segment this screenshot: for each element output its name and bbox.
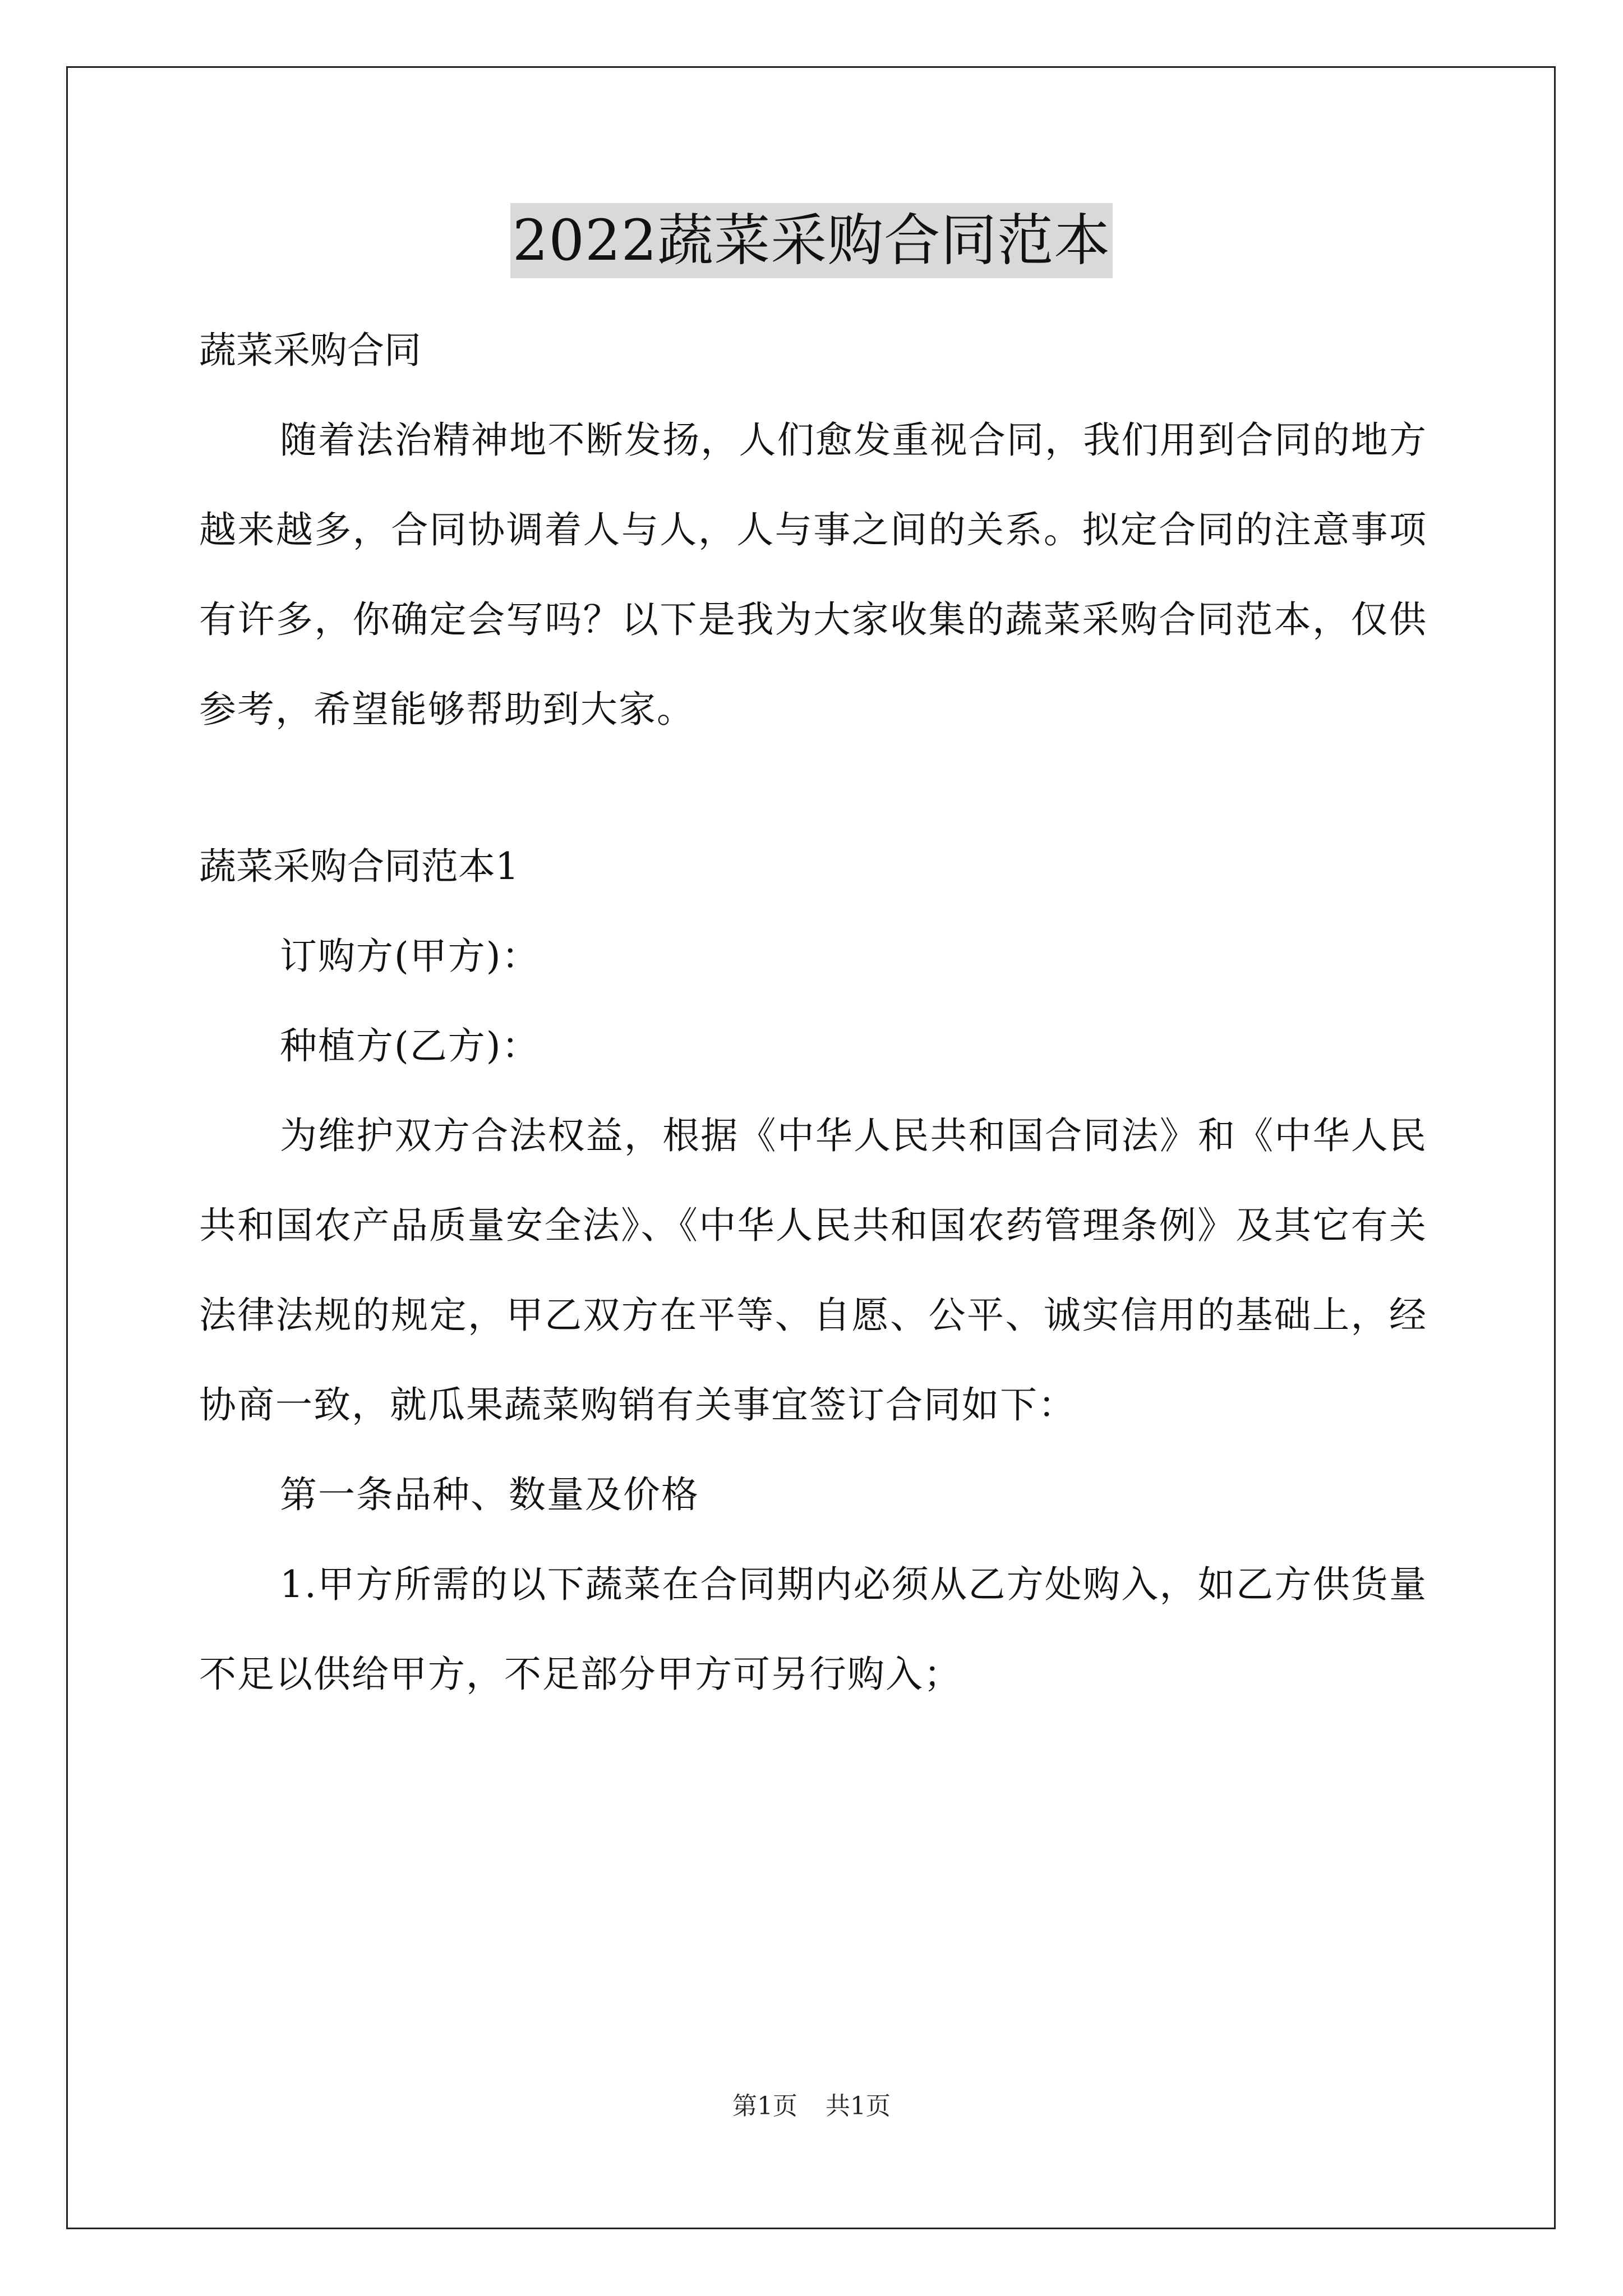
- page-footer: [0, 2090, 1623, 2123]
- preamble-paragraph: 为维护双方合法权益，根据《中华人民共和国合同法》和《中华人民共和国农产品质量安全法》、《中华人民共和国农药管理条例》及其它有关法律法规的规定，甲乙双方在平等、自愿、公平、诚实信用的基础上，经协商一致，就瓜果蔬菜购销有关事宜签订合同如下：: [199, 1114, 1427, 1427]
- template-heading: 蔬菜采购合同范本1: [199, 845, 519, 888]
- party-a-line: 订购方(甲方)：: [280, 935, 540, 978]
- paragraph-gap: [199, 754, 1427, 822]
- clause-1-paragraph: 1.甲方所需的以下蔬菜在合同期内必须从乙方处购入，如乙方供货量不足以供给甲方，不足部分甲方可另行购入；: [199, 1563, 1427, 1696]
- document-title: 2022蔬菜采购合同范本: [510, 203, 1113, 278]
- intro-paragraph: 随着法治精神地不断发扬，人们愈发重视合同，我们用到合同的地方越来越多，合同协调着人与人，人与事之间的关系。拟定合同的注意事项有许多，你确定会写吗？以下是我为大家收集的蔬菜采购合同范本，仅供参考，希望能够帮助到大家。: [199, 418, 1427, 731]
- page-number-current: 第1页: [732, 2092, 797, 2120]
- page-number-total: 共1页: [826, 2092, 891, 2120]
- document-body: [199, 306, 1427, 1719]
- section-label: 蔬菜采购合同: [199, 329, 421, 372]
- party-b-line: 种植方(乙方)：: [280, 1024, 540, 1068]
- article-1-title: 第一条品种、数量及价格: [280, 1473, 699, 1516]
- title-container: [0, 203, 1623, 278]
